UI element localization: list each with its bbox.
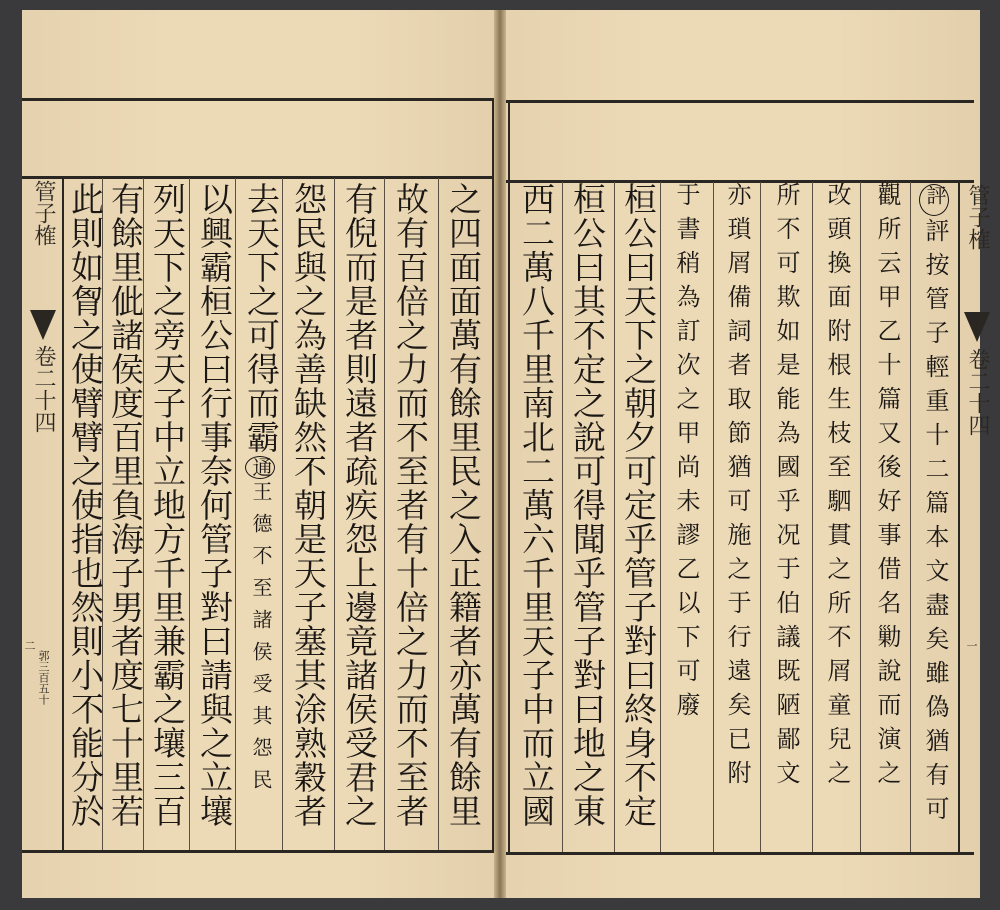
left-text-column-4: 怨民與之為善缺然不朝是天子塞其涂熟穀者 [289,182,328,828]
left-text-column-2: 故有百倍之力而不至者有十倍之力而不至者 [391,182,430,828]
right-text-column-3: 改頭換面附根生枝至駟貫之所不屑童兒之 [823,182,851,794]
left-folio: 二 [23,640,36,651]
right-text-column-9: 西二萬八千里南北二萬六千里天子中而立國 [517,182,556,828]
commentary-mark: 評 [919,184,949,216]
left-text-column-8: 有餘里佌諸侯度百里負海子男者度七十里若 [106,182,145,828]
column-rule [235,178,236,850]
column-rule [713,182,714,852]
left-bottom-rule [22,850,494,853]
column-rule [189,178,190,850]
left-small-note: 王德不至諸侯受其怨民 [249,481,273,801]
right-fold-mark [964,312,990,342]
column-rule [614,182,615,852]
left-top-rule [22,98,494,101]
left-fold-mark [30,310,56,340]
right-text-column-8: 桓公曰其不定之說可得聞乎管子對曰地之東 [568,182,607,828]
column-rule [282,178,283,850]
right-text-column-4: 所不可欺如是能為國乎况于伯議既陋鄙文 [772,182,800,794]
right-text-column-1-text: 評按管子輕重十二篇本文盡矣雖偽猶有可 [921,218,949,830]
right-heart-border [958,180,960,854]
column-rule [562,182,563,852]
book-gutter [494,10,506,898]
right-heart-title: 管子榷 [965,184,990,250]
column-rule [660,182,661,852]
left-text-column-5 [240,182,282,847]
right-text-column-2: 觀所云甲乙十篇又後好事借名勦說而演之 [873,182,901,794]
column-rule [910,182,911,852]
left-text-column-1: 之四面面萬有餘里民之入正籍者亦萬有餘里 [444,182,483,828]
left-heart-title: 管子榷 [31,180,56,246]
left-text-column-3: 有倪而是者則遠者疏疾怨上邊竟諸侯受君之 [340,182,379,828]
left-body-top-rule [22,176,494,179]
right-text-column-6: 于書稍為訂次之甲尚未謬乙以下可廢 [672,182,700,726]
column-rule [812,182,813,852]
right-bottom-rule [506,852,974,855]
left-text-column-5-main: 去天下之可得而霸 [242,182,281,454]
column-rule [438,178,439,850]
column-rule [384,178,385,850]
column-rule [760,182,761,852]
left-text-column-9: 此則如胷之使臂臂之使指也然則小不能分於 [66,182,105,828]
left-inner-border [492,100,494,852]
left-heart-volume: 卷二十四 [31,345,56,433]
column-rule [334,178,335,850]
right-inner-border [508,102,510,854]
left-text-column-6: 以興霸桓公曰行事奈何管子對曰請與之立壤 [195,182,234,828]
left-text-column-7: 列天下之旁天子中立地方千里兼霸之壤三百 [148,182,187,828]
column-rule [860,182,861,852]
left-folio-note: 郭三百五十 [37,650,50,705]
right-heart-volume: 卷二十四 [965,348,990,436]
right-text-column-7: 桓公曰天下之朝夕可定乎管子對曰終身不定 [619,182,658,828]
right-folio: 一 [965,640,978,651]
right-top-rule [506,100,974,103]
annotation-mark: 通 [245,456,275,479]
right-text-column-5: 亦瑣屑備詞者取節猶可施之于行遠矣已附 [723,182,751,794]
right-text-column-1 [914,182,956,847]
